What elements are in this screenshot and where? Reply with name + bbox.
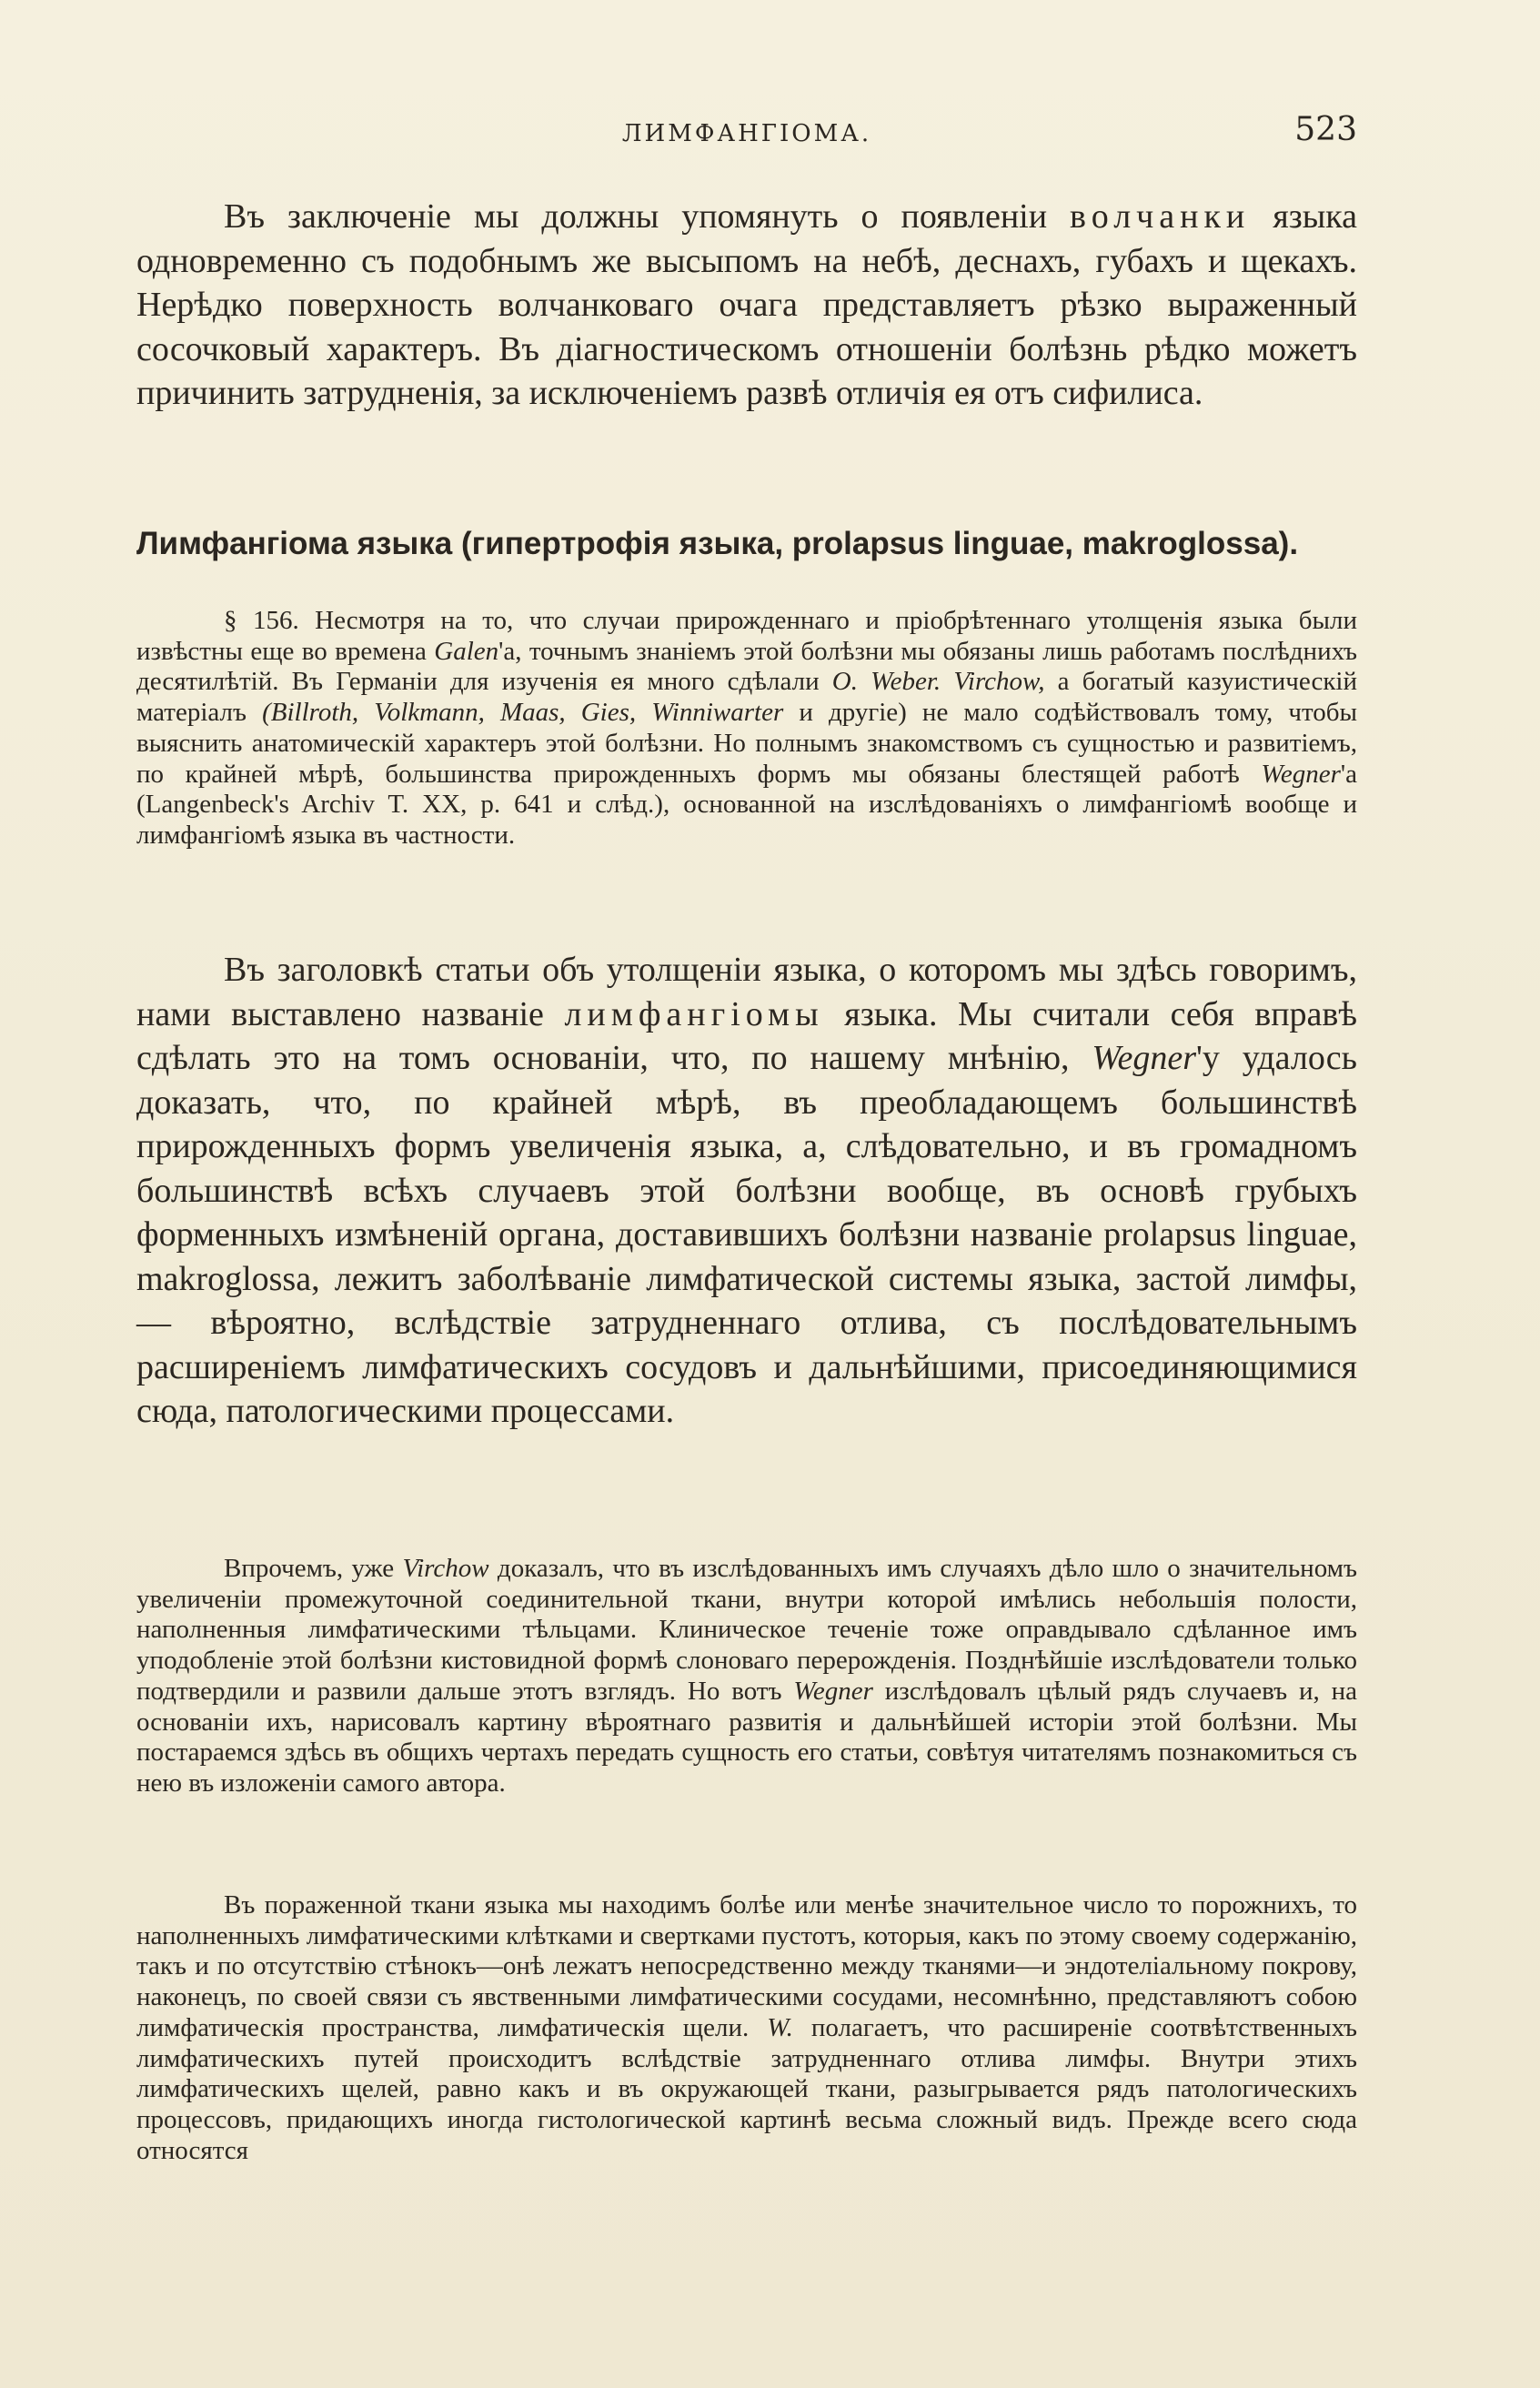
running-title: ЛИМФАНГІОМА. <box>621 120 872 147</box>
p1-spaced-term: волчанки <box>1070 197 1251 236</box>
paragraph-section-156 <box>136 606 1357 851</box>
p3-text-3: 'у удалось доказать, что, по крайней мѣрѣ, въ преобладающемъ большинствѣ прирожденныхъ формъ увеличенія языка, а, слѣдовательно, и въ громадномъ большинствѣ всѣхъ случаевъ этой болѣзни вообще, въ основѣ грубыхъ форменныхъ измѣненій органа, доставившихъ болѣзни названіе prolapsus linguae, makroglossa, лежитъ заболѣваніе лимфатической системы языка, застой лимфы, — вѣроятно, вслѣдствіе затрудненнаго отлива, съ послѣдовательнымъ расширеніемъ лимфатическихъ сосудовъ и дальнѣйшими, присоединяющимися сюда, патологическими процессами. <box>136 1039 1357 1430</box>
p4-text-3: изслѣдовалъ цѣлый рядъ случаевъ и, на основаніи ихъ, нарисовалъ картину вѣроятнаго развитія и дальнѣйшей исторіи этой болѣзни. Мы постараемся здѣсь въ общихъ чертахъ передать сущность его статьи, совѣтуя читателямъ познакомиться съ нею въ изложеніи самого автора. <box>136 1676 1357 1798</box>
section-heading: Лимфангіома языка (гипертрофія языка, prolapsus linguae, makroglossa). <box>136 526 1299 561</box>
paragraph-affected-tissue <box>136 1890 1357 2166</box>
p5-text-2: полагаетъ, что расширеніе соотвѣтственныхъ лимфатическихъ путей происходитъ вслѣдствіе затрудненнаго отлива лимфы. Внутри этихъ лимфатическихъ щелей, равно какъ и въ окружающей ткани, разыгрывается рядъ патологическихъ процессовъ, придающихъ иногда гистологической картинѣ весьма сложный видъ. Прежде всего сюда относятся <box>136 2012 1358 2165</box>
paragraph-lupus <box>136 195 1357 416</box>
p3-text-1: Въ заголовкѣ статьи объ утолщеніи языка, о которомъ мы здѣсь говоримъ, нами выставлено названіе <box>136 951 1357 1033</box>
p3-text-2: языка. Мы считали себя вправѣ сдѣлать это на томъ основаніи, что, по нашему мнѣнію, <box>136 994 1357 1077</box>
p4-text-1: Впрочемъ, уже <box>224 1554 403 1583</box>
running-header <box>136 107 1357 162</box>
paragraph-virchow <box>136 1554 1357 1799</box>
p4-italic-1: Virchow <box>402 1554 489 1583</box>
p2-text-4: и другіе) не мало содѣйствовалъ тому, чтобы выяснить анатомическій характеръ этой болѣзни. Но полнымъ знакомствомъ съ сущностью и развитіемъ, по крайней мѣрѣ, большинства прирожденныхъ формъ мы обязаны блестящей работѣ <box>136 698 1357 789</box>
p2-italic-3: (Billroth, Volkmann, Maas, Gies, Winniwarter <box>262 698 784 728</box>
p2-italic-1: Galen <box>434 636 499 666</box>
p3-spaced-term: лимфангіомы <box>564 994 824 1033</box>
p5-italic-1: W. <box>767 2012 793 2042</box>
p4-text-2: доказалъ, что въ изслѣдованныхъ имъ случаяхъ дѣло шло о значительномъ увеличеніи промежуточной соединительной ткани, внутри которой имѣлись небольшія полости, наполненныя лимфатическими тѣльцами. Клиническое теченіе тоже оправдывало сдѣланное имъ уподобленіе этой болѣзни кистовидной формѣ слоноваго перерожденія. Позднѣйшіе изслѣдователи только подтвердили и развили дальше этотъ взглядъ. Но вотъ <box>136 1554 1357 1706</box>
p1-text-a: Въ заключеніе мы должны упомянуть о появленіи <box>224 197 1071 236</box>
p2-text-2: 'а, точнымъ знаніемъ этой болѣзни мы обязаны лишь работамъ послѣднихъ десятилѣтій. Въ Германіи для изученія ея много сдѣлали <box>136 636 1357 697</box>
p2-text-3: а богатый казуистическій матеріалъ <box>136 667 1357 728</box>
p4-italic-2: Wegner <box>793 1676 873 1706</box>
p2-text-1: § 156. Несмотря на то, что случаи прирожденнаго и пріобрѣтеннаго утолщенія языка были извѣстны еще во времена <box>136 606 1357 666</box>
p2-italic-2: O. Weber. Virchow, <box>831 667 1045 697</box>
p3-italic-1: Wegner <box>1092 1039 1197 1077</box>
p2-text-5: 'а (Langenbeck's Archiv T. XX, p. 641 и слѣд.), основанной на изслѣдованіяхъ о лимфангіомѣ вообще и лимфангіомѣ языка въ частности. <box>136 759 1357 850</box>
p5-text-1: Въ пораженной ткани языка мы находимъ болѣе или менѣе значительное число то порожнихъ, то наполненныхъ лимфатическими клѣтками и свертками пустотъ, которыя, какъ по этому своему содержанію, такъ и по отсутствію стѣнокъ—онѣ лежатъ непосредственно между тканями—и эндотеліальному покрову, наконецъ, по своей связи съ явственными лимфатическими сосудами, несомнѣнно, представляютъ собою лимфатическія пространства, лимфатическія щели. <box>136 1890 1357 2042</box>
paragraph-title-rationale <box>136 948 1357 1434</box>
p1-text-b: языка одновременно съ подобнымъ же высыпомъ на небѣ, деснахъ, губахъ и щекахъ. Нерѣдко поверхность волчанковаго очага представляетъ рѣзко выраженный сосочковый характеръ. Въ діагностическомъ отношеніи болѣзнь рѣдко можетъ причинить затрудненія, за исключеніемъ развѣ отличія ея отъ сифилиса. <box>136 197 1357 412</box>
p2-italic-4: Wegner <box>1261 759 1341 789</box>
page-number: 523 <box>1294 111 1357 148</box>
